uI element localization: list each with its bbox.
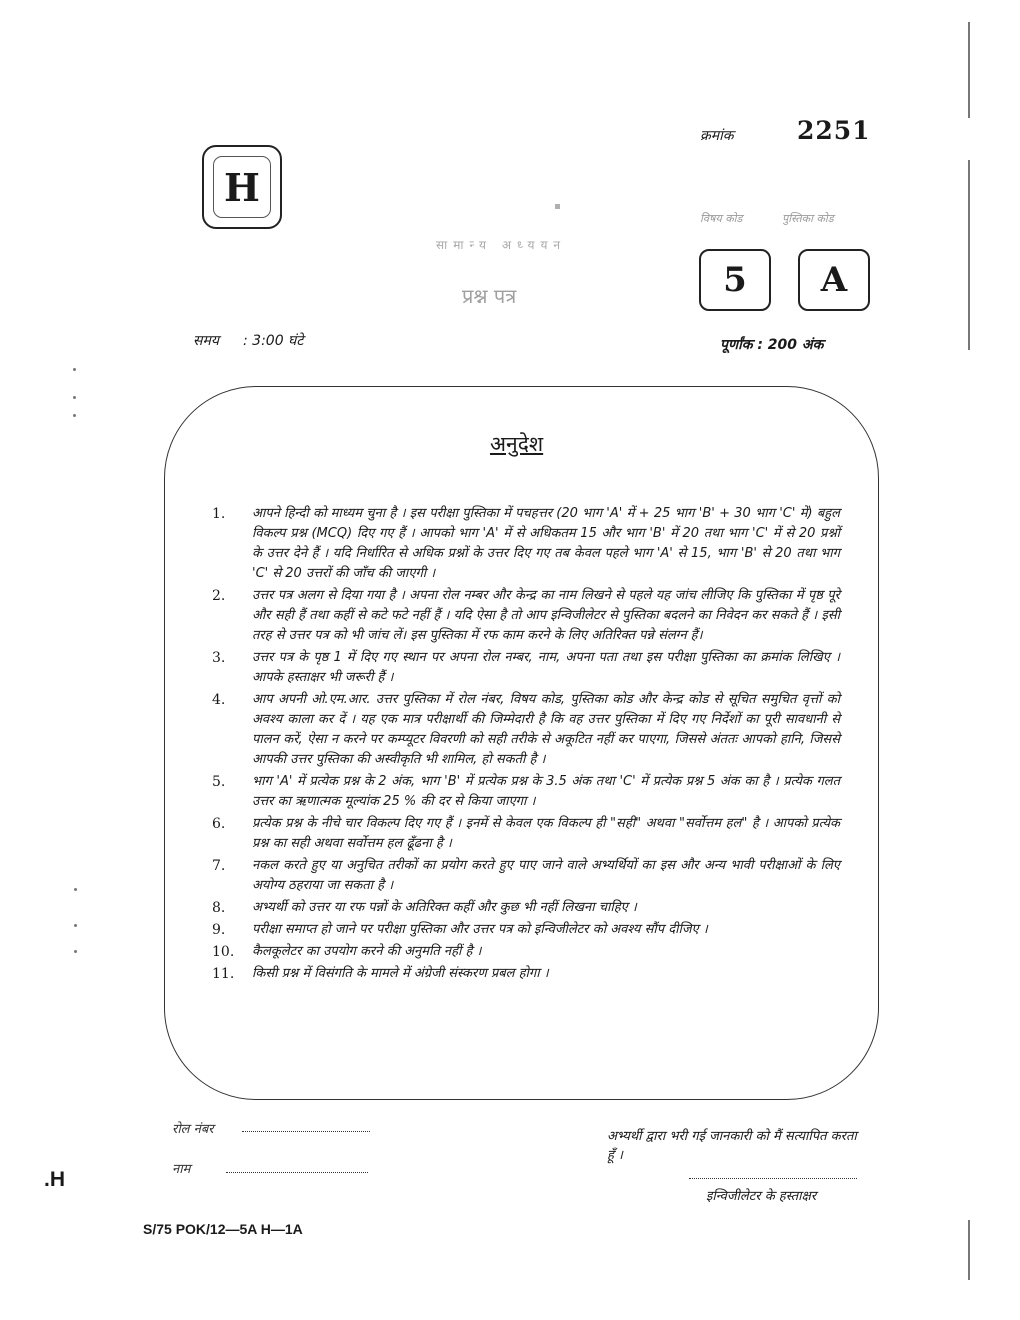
instruction-text: उत्तर पत्र के पृष्ठ 1 में दिए गए स्थान पर अपना रोल नम्बर, नाम, अपना पता तथा इस परीक्षा पुस्तिका का क्रमांक लिखिए । आपके हस्ताक्षर भी जरूरी हैं ।	[252, 650, 840, 685]
instruction-text: किसी प्रश्न में विसंगति के मामले में अंग्रेजी संस्करण प्रबल होगा ।	[252, 966, 549, 981]
margin-speck	[73, 396, 76, 399]
faint-mark	[555, 204, 560, 209]
subject-code: 5	[723, 260, 747, 300]
instruction-number: 3.	[212, 650, 226, 666]
instruction-item	[212, 690, 840, 770]
instruction-item	[212, 814, 840, 854]
instruction-item	[212, 942, 840, 962]
instruction-text: नकल करते हुए या अनुचित तरीकों का प्रयोग करते हुए पाए जाने वाले अभ्यर्थियों का इस और अन्य भावी परीक्षाओं के लिए अयोग्य ठहराया जा सकता है ।	[252, 858, 840, 893]
instruction-item	[212, 898, 840, 918]
margin-speck	[74, 950, 77, 953]
serial-label: क्रमांक	[700, 128, 734, 144]
subject-code-label: विषय कोड	[700, 212, 743, 225]
time-value: : 3:00 घंटे	[243, 333, 304, 349]
margin-speck	[74, 888, 77, 891]
paper-letter: H	[213, 156, 271, 218]
instruction-text: अभ्यर्थी को उत्तर या रफ पन्नों के अतिरिक्त कहीं और कुछ भी नहीं लिखना चाहिए ।	[252, 900, 637, 915]
verification-text: अभ्यर्थी द्वारा भरी गई जानकारी को मैं सत्यापित करता हूँ ।	[607, 1129, 857, 1163]
instruction-number: 5.	[212, 774, 226, 790]
instruction-item	[212, 504, 840, 584]
paper-letter-box	[202, 145, 282, 229]
instruction-text: उत्तर पत्र अलग से दिया गया है । अपना रोल नम्बर और केन्द्र का नाम लिखने से पहले यह जांच लीजिए कि पुस्तिका में पृष्ठ पूरे और सही हैं तथा कहीं से कटे फटे नहीं हैं । यदि ऐसा है तो आप इन्विजीलेटर से पुस्तिका बदलने का निवेदन कर सकते हैं । इसी तरह से उत्तर पत्र को भी जांच लें। इस पुस्तिका में रफ काम करने के लिए अतिरिक्त पन्ने संलग्न हैं।	[252, 588, 840, 643]
margin-line	[968, 22, 970, 118]
instruction-number: 1.	[212, 506, 226, 522]
instruction-text: कैलकूलेटर का उपयोग करने की अनुमति नहीं है ।	[252, 944, 482, 959]
instructions-heading: अनुदेश	[490, 432, 544, 456]
margin-speck	[73, 368, 76, 371]
instruction-number: 7.	[212, 858, 226, 874]
time-label: समय	[193, 333, 219, 349]
roll-number-field[interactable]	[242, 1121, 370, 1132]
instruction-text: भाग 'A' में प्रत्येक प्रश्न के 2 अंक, भाग 'B' में प्रत्येक प्रश्न के 3.5 अंक तथा 'C' में प्रत्येक प्रश्न 5 अंक का है । प्रत्येक गलत उत्तर का ऋणात्मक मूल्यांक 25 % की दर से किया जाएगा ।	[252, 774, 840, 809]
booklet-code-box	[798, 249, 870, 311]
footer-code: S/75 POK/12—5A H—1A	[143, 1221, 303, 1237]
instruction-text: आप अपनी ओ.एम.आर. उत्तर पुस्तिका में रोल नंबर, विषय कोड, पुस्तिका कोड और केन्द्र कोड से सूचित समुचित वृत्तों को अवश्य काला कर दें । यह एक मात्र परीक्षार्थी की जिम्मेदारी है कि वह उत्तर पुस्तिका में दिए गए निर्देशों का पूरी सावधानी से पालन करें, ऐसा न करने पर कम्प्यूटर विवरणी को सही तरीके से अकूटित नहीं कर पाएगा, जिससे अंततः आपको हानि, जिससे आपकी उत्तर पुस्तिका की अस्वीकृति भी शामिल, हो सकती है ।	[252, 692, 840, 767]
instruction-number: 11.	[212, 966, 235, 982]
instruction-number: 10.	[212, 944, 235, 960]
max-marks: पूर्णांक : 200 अंक	[720, 337, 824, 353]
instruction-item	[212, 920, 840, 940]
invigilator-signature-label: इन्विजीलेटर के हस्ताक्षर	[706, 1189, 817, 1204]
margin-speck	[74, 924, 77, 927]
instruction-text: परीक्षा समाप्त हो जाने पर परीक्षा पुस्तिका और उत्तर पत्र को इन्विजीलेटर को अवश्य सौंप दीजिए ।	[252, 922, 708, 937]
margin-speck	[73, 414, 76, 417]
instruction-number: 4.	[212, 692, 226, 708]
subject-code-box	[699, 249, 771, 311]
instruction-item	[212, 648, 840, 688]
faint-subtitle: सामान्य अध्ययन	[436, 238, 567, 252]
name-field[interactable]	[226, 1162, 368, 1173]
instruction-number: 9.	[212, 922, 226, 938]
instruction-number: 6.	[212, 816, 226, 832]
margin-line	[968, 1220, 970, 1280]
name-label: नाम	[172, 1162, 191, 1177]
instruction-item	[212, 586, 840, 646]
instructions-list	[212, 504, 840, 986]
instruction-number: 8.	[212, 900, 226, 916]
margin-line	[968, 160, 970, 350]
instruction-number: 2.	[212, 588, 226, 604]
faint-title: प्रश्न पत्र	[462, 284, 517, 308]
invigilator-signature-field[interactable]	[689, 1168, 857, 1179]
instruction-item	[212, 964, 840, 984]
instruction-item	[212, 856, 840, 896]
instruction-text: प्रत्येक प्रश्न के नीचे चार विकल्प दिए गए हैं । इनमें से केवल एक विकल्प ही "सही" अथवा "सर्वोत्तम हल" है । आपको प्रत्येक प्रश्न का सही अथवा सर्वोत्तम हल ढूँढना है ।	[252, 816, 840, 851]
roll-number-label: रोल नंबर	[172, 1122, 214, 1137]
instruction-text: आपने हिन्दी को माध्यम चुना है । इस परीक्षा पुस्तिका में पचहत्तर (20 भाग 'A' में + 25 भाग 'B' + 30 भाग 'C' में) बहुल विकल्प प्रश्न (MCQ) दिए गए हैं । आपको भाग 'A' में से अधिकतम 15 और भाग 'B' में 20 तथा भाग 'C' में से 20 प्रश्नों के उत्तर देने हैं । यदि निर्धारित से अधिक प्रश्नों के उत्तर दिए गए तब केवल पहले भाग 'A' से 15, भाग 'B' से 20 तथा भाग 'C' से 20 उत्तरों की जाँच की जाएगी ।	[252, 506, 840, 581]
serial-number: 2251	[797, 116, 871, 145]
booklet-code-label: पुस्तिका कोड	[782, 212, 834, 225]
instruction-item	[212, 772, 840, 812]
booklet-code: A	[820, 260, 848, 300]
side-letter: .H	[44, 1168, 65, 1191]
